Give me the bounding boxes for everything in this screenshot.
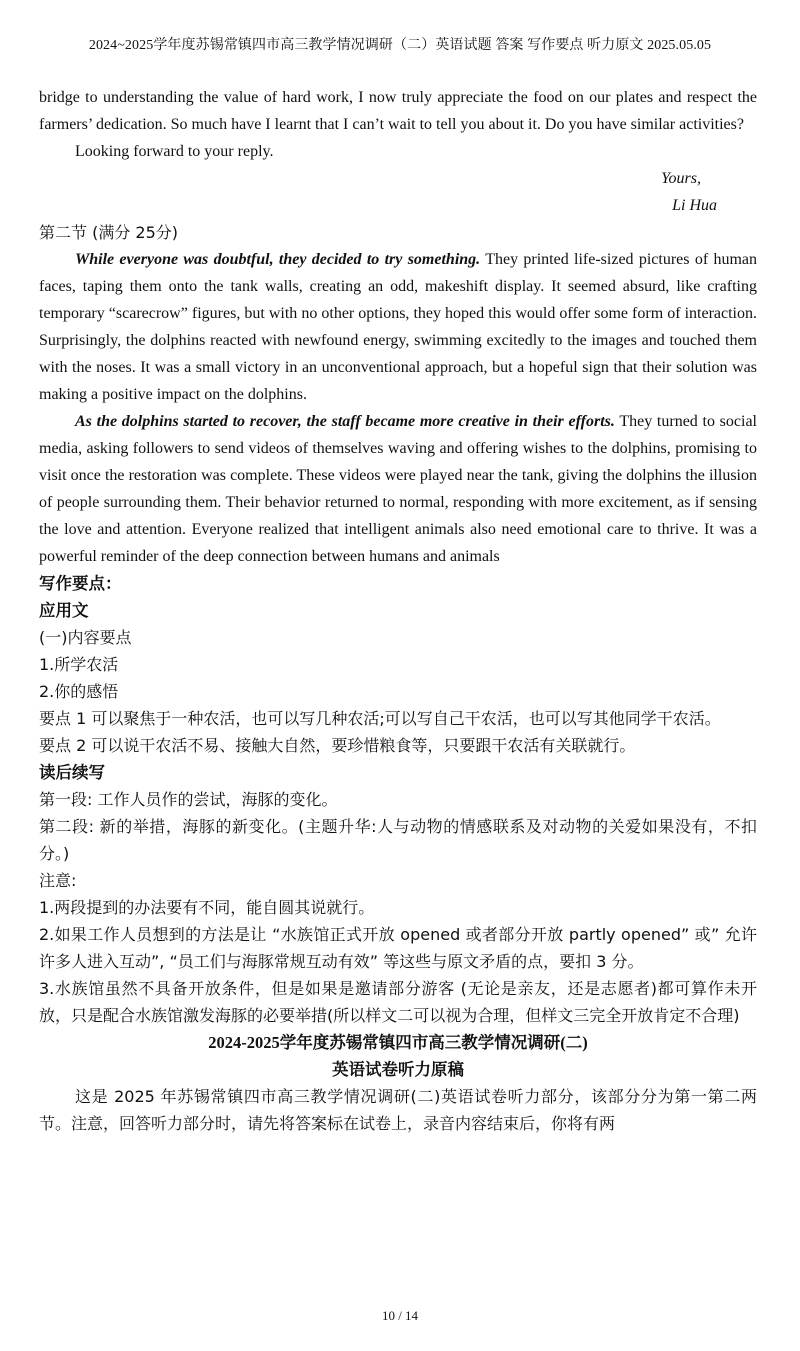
paragraph-1-body: They printed life-sized pictures of human faces, taping them onto the tank walls, creating an odd, makeshift display. It seemed absurd, like crafting temporary “scarecrow” figures, but with no other options, they hoped this would offer some form of interaction. Surprisingly, the dolphins reacted with newfound energy, swimming excitedly to the images and touched them with the noses. It was a small victory in an unconventional approach, but a hopeful sign that their solution was making a positive impact on the dolphins. <box>39 251 758 403</box>
listening-title-1: 2024-2025学年度苏锡常镇四市高三教学情况调研(二) <box>208 1033 588 1052</box>
content-points-heading: (一)内容要点 <box>39 628 132 647</box>
page-number: 10 / 14 <box>381 1308 419 1323</box>
letter-sign-name: Li Hua <box>672 197 717 214</box>
listening-title-2: 英语试卷听力原稿 <box>332 1060 464 1079</box>
point-2-note: 要点 2 可以说干农活不易、接触大自然，要珍惜粮食等，只要跟干农活有关联就行。 <box>39 736 636 755</box>
attention-item-2: 2.如果工作人员想到的方法是让 “水族馆正式开放 opened 或者部分开放 partly opened” 或” 允许许多人进入互动”, “员工们与海豚常规互动有效” 等这些与原文矛盾的点，要扣 3 分。 <box>39 925 757 971</box>
continuation-paragraph-1: 第一段: 工作人员作的尝试，海豚的变化。 <box>39 790 338 809</box>
continuation-paragraph-2: 第二段: 新的举措，海豚的新变化。(主题升华:人与动物的情感联系及对动物的关爱如果没有，不扣分。) <box>39 817 757 863</box>
paragraph-1-lead: While everyone was doubtful, they decided to try something. <box>75 251 481 268</box>
section2-title: 第二节 (满分 25分) <box>39 223 179 242</box>
page-content <box>39 84 757 1137</box>
letter-sign-yours: Yours, <box>661 170 701 187</box>
writing-points-title: 写作要点： <box>39 574 122 593</box>
point-1-note: 要点 1 可以聚焦于一种农活，也可以写几种农活;可以写自己干农活，也可以写其他同学干农活。 <box>39 709 721 728</box>
letter-paragraph-end: bridge to understanding the value of hard work, I now truly appreciate the food on our plates and respect the farmers’ dedication. So much have I learnt that I can’t wait to tell you about it. Do you have similar activities? <box>39 89 757 133</box>
letter-closing: Looking forward to your reply. <box>75 143 274 160</box>
attention-item-3: 3.水族馆虽然不具备开放条件，但是如果是邀请部分游客 (无论是亲友，还是志愿者)都可算作未开放，只是配合水族馆激发海豚的必要举措(所以样文二可以视为合理，但样文三完全开放肯定不合理) <box>39 979 757 1025</box>
page-header: 2024~2025学年度苏锡常镇四市高三教学情况调研（二）英语试题 答案 写作要点 听力原文 2025.05.05 <box>88 38 712 53</box>
section2-paragraph-1 <box>39 246 757 408</box>
attention-item-1: 1.两段提到的办法要有不同，能自圆其说就行。 <box>39 898 375 917</box>
attention-heading: 注意: <box>39 871 77 890</box>
content-point-1: 1.所学农活 <box>39 655 119 674</box>
content-point-2: 2.你的感悟 <box>39 682 119 701</box>
paragraph-2-body: They turned to social media, asking followers to send videos of themselves waving and offering wishes to the dolphins, promising to visit once the restoration was complete. These videos were played near the tank, giving the dolphins the illusion of people surrounding them. Their behavior returned to normal, responding with more excitement, as if sensing the love and attention. Everyone realized that intelligent animals also need emotional care to thrive. It was a powerful reminder of the deep connection between humans and animals <box>39 413 758 565</box>
continuation-writing-title: 读后续写 <box>39 763 105 782</box>
section2-paragraph-2 <box>39 408 757 570</box>
listening-intro: 这是 2025 年苏锡常镇四市高三教学情况调研(二)英语试卷听力部分，该部分分为第一第二两节。注意，回答听力部分时，请先将答案标在试卷上，录音内容结束后，你将有两 <box>39 1087 757 1133</box>
paragraph-2-lead: As the dolphins started to recover, the staff became more creative in their efforts. <box>75 413 615 430</box>
practical-writing-title: 应用文 <box>39 601 89 620</box>
